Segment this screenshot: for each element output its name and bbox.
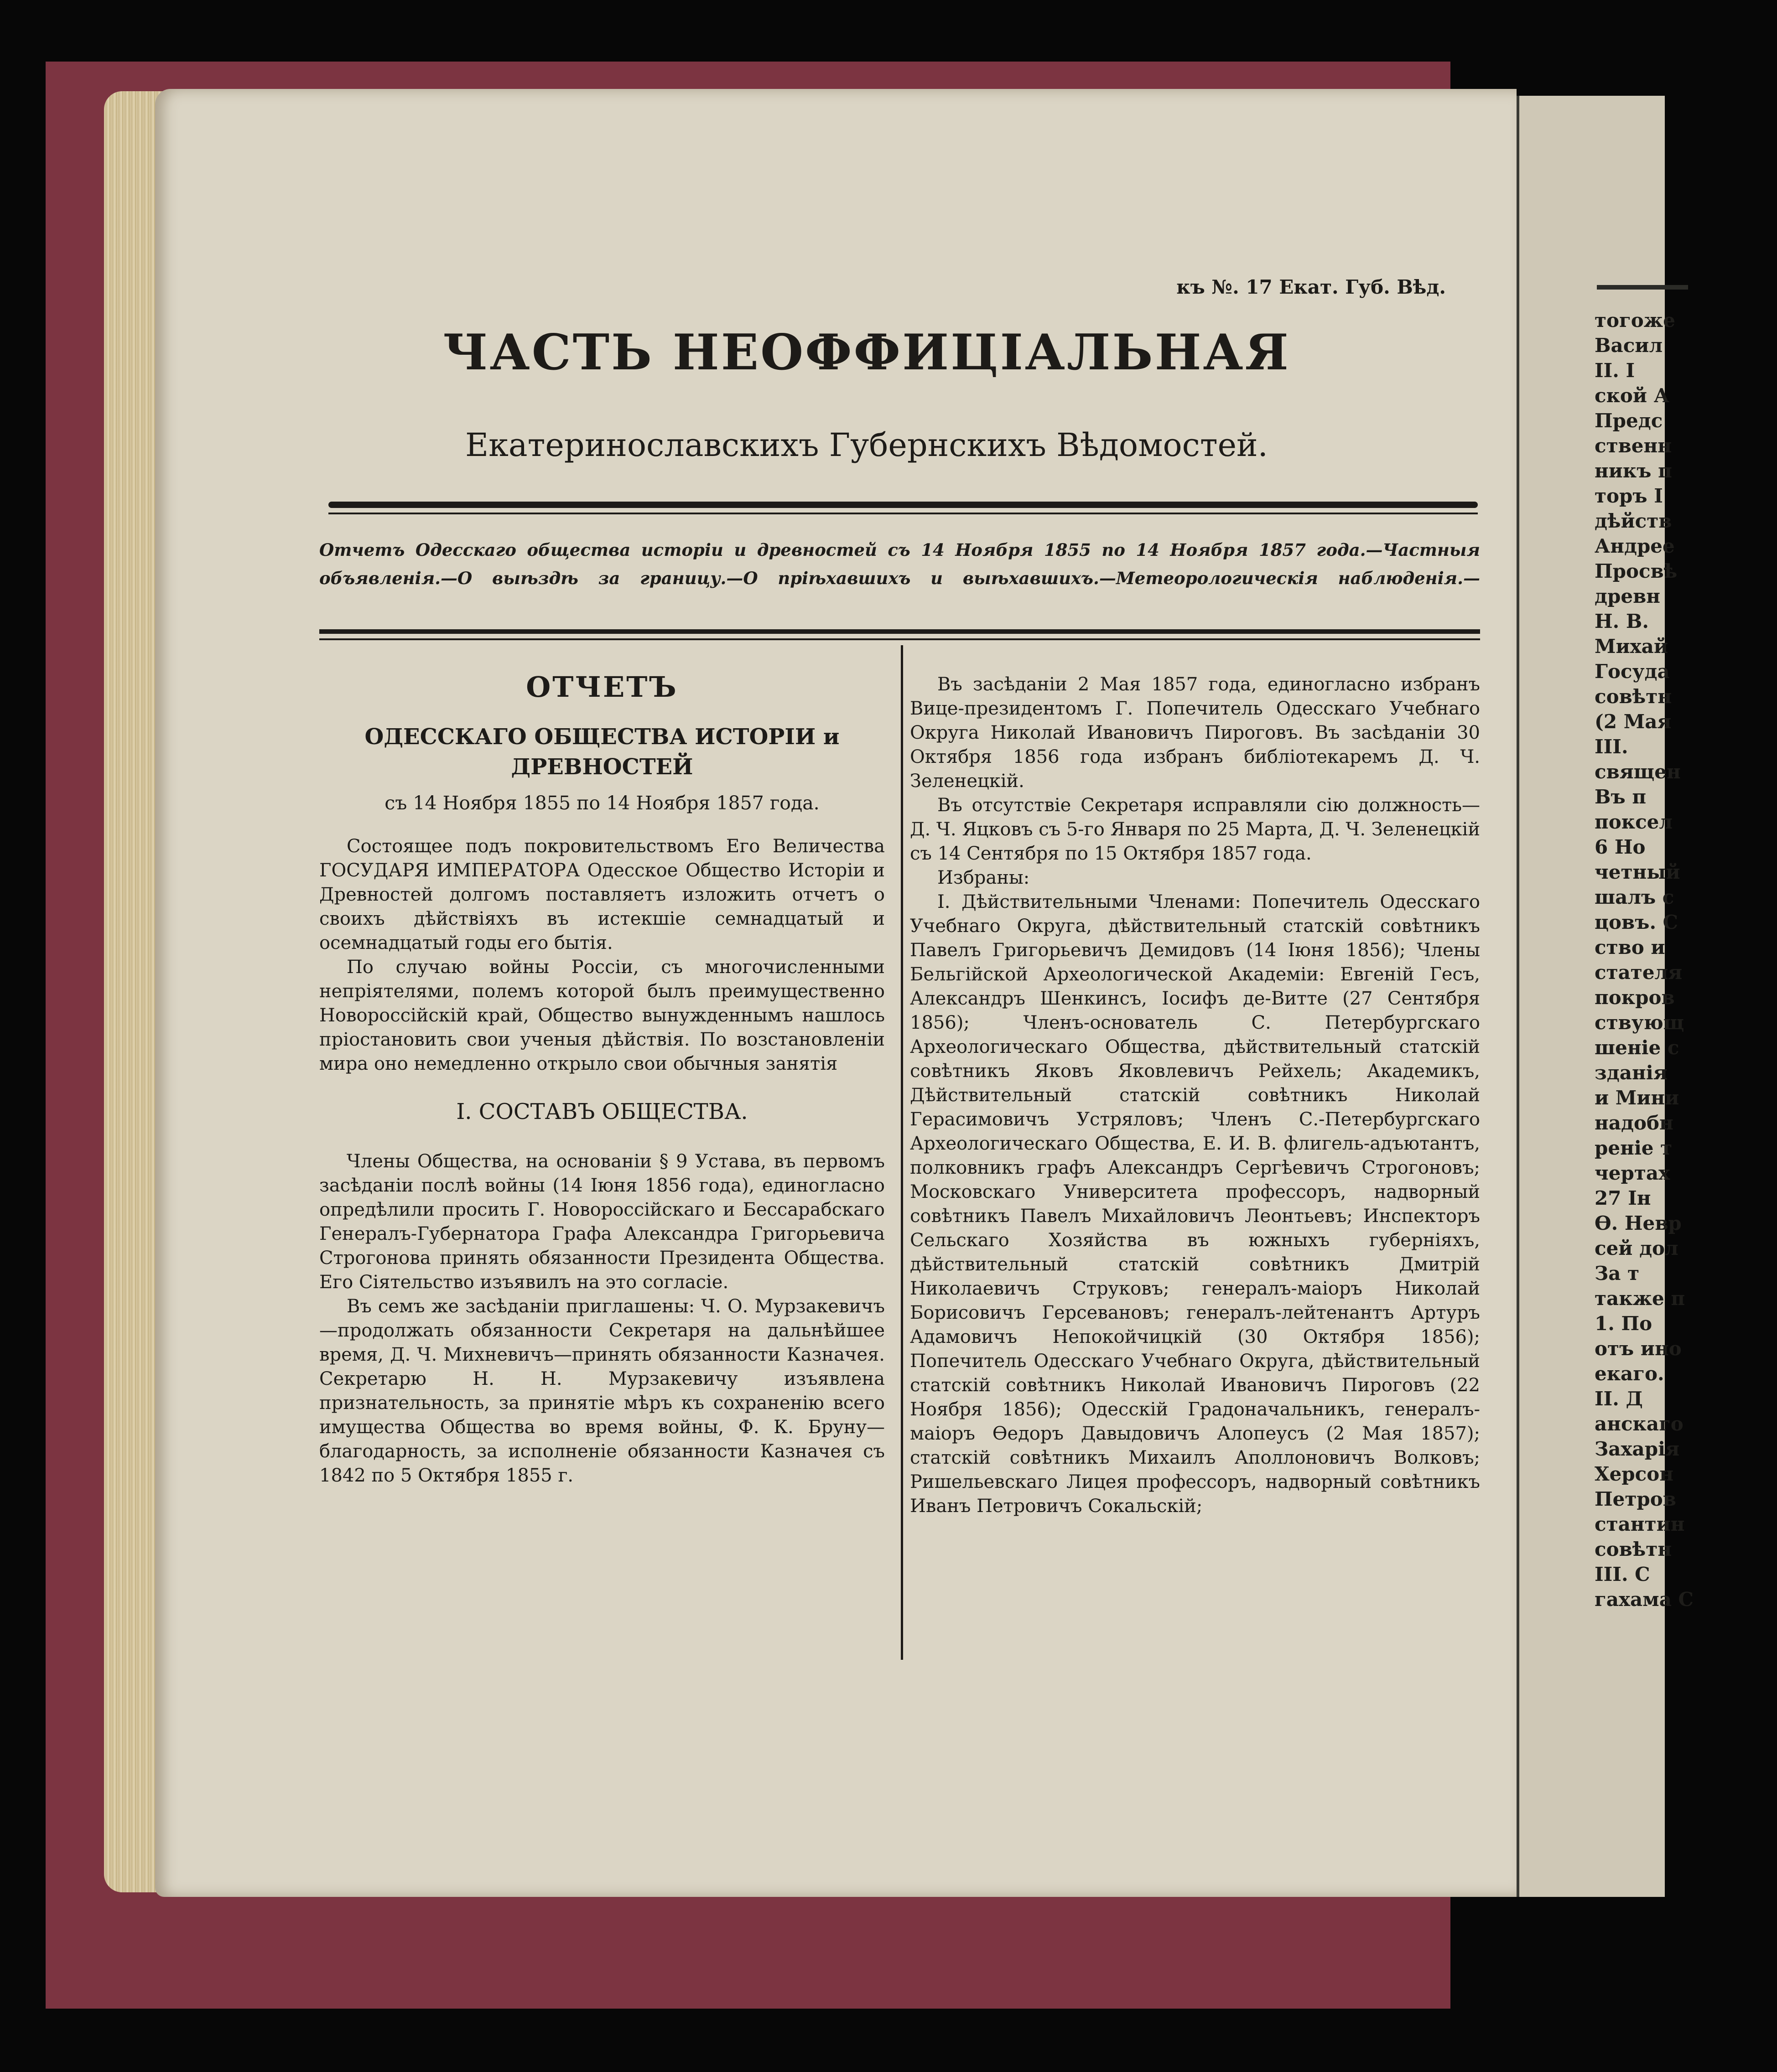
right-page-line: покров [1595,986,1675,1009]
right-page-line: Захарія [1595,1438,1680,1460]
report-dates: съ 14 Ноября 1855 по 14 Ноября 1857 года. [384,792,820,814]
right-page-line: и Мини [1595,1087,1679,1109]
right-page-line: также п [1595,1287,1685,1310]
right-page-line: торъ I [1595,485,1663,507]
section-heading: I. СОСТАВЪ ОБЩЕСТВА. [456,1099,748,1124]
right-page-rule [1597,285,1688,290]
right-page-line: чертах [1595,1162,1670,1184]
right-page-line: Михай [1595,635,1668,658]
right-page-line: Петров [1595,1488,1676,1510]
right-page-line: екаго. [1595,1362,1664,1385]
right-page-line: Васил [1595,334,1663,357]
right-page-line: III. С [1595,1563,1650,1585]
right-page-line: Ѳ. Невр [1595,1212,1682,1234]
right-page-line: ственн [1595,435,1672,457]
right-page-line: древн [1595,585,1661,607]
right-page-line: За т [1595,1262,1640,1285]
right-page-line: отъ ино [1595,1337,1682,1360]
page-edges [104,91,163,1892]
paragraph: I. Дѣйствительными Членами: Попечитель Одесскаго Учебнаго Округа, дѣйствительный статскій совѣтникъ Павелъ Григорьевичъ Демидовъ (14 Іюня 1856); Члены Бельгійской Археологической Академіи: Евгеній Гесъ, Александръ Шенкинсъ, Іосифъ де-Витте (27 Сентября 1856); Членъ-основатель С. Петербургскаго Археологическаго Общества, дѣйствительный статскій совѣтникъ Яковъ Яковлевичъ Рейхель; Академикъ, Дѣйствительный статскій совѣтникъ Николай Герасимовичъ Устряловъ; Членъ С.-Петербургскаго Археологическаго Общества, Е. И. В. флигель-адъютантъ, полковникъ графъ Александръ Сергѣевичъ Строгоновъ; Московскаго Университета профессоръ, надворный совѣтникъ Павелъ Михайловичъ Леонтьевъ; Инспекторъ Сельскаго Хозяйства въ южныхъ губерніяхъ, дѣйствительный статскій совѣтникъ Дмитрій Николаевичъ Струковъ; генералъ-маіоръ Николай Борисовичъ Герсевановъ; генералъ-лейтенантъ Артуръ Адамовичъ Непокойчицкій (30 Октября 1856); Попечитель Одесскаго Учебнаго Округа, дѣйствительный статскій совѣтникъ Николай Ивановичъ Пироговъ (22 Ноября 1856); Одесскій Градоначальникъ, генералъ-маіоръ Ѳедоръ Давыдовичъ Алопеусъ (2 Мая 1857); статскій совѣтникъ Михаилъ Аполлоновичъ Волковъ; Ришельевскаго Лицея профессоръ, надворный совѣтникъ Иванъ Петровичъ Сокальскій; [910,891,1480,1517]
paragraph: Въ семъ же засѣданіи приглашены: Ч. О. Мурзакевичъ—продолжать обязанности Секретаря на дальнѣйшее время, Д. Ч. Михневичъ—принять обязанности Казначея. Секретарю Н. Н. Мурзакевичу изъявлена признательность, за принятіе мѣръ къ сохраненію всего имущества Общества во время войны, Ф. К. Бруну—благодарность, за исполненіе обязанности Казначея съ 1842 по 5 Октября 1855 г. [319,1296,885,1486]
right-page-line: Госуда [1595,660,1670,683]
right-page-line: Просвѣ [1595,560,1678,582]
right-page-line: шалъ с [1595,886,1674,908]
right-page-fragment [1517,96,1694,1897]
paragraph: Члены Общества, на основаніи § 9 Устава, въ первомъ засѣданіи послѣ войны (14 Іюня 1856 года), единогласно опредѣлили просить Г. Новороссійскаго и Бессарабскаго Генералъ-Губернатора Графа Александра Григорьевича Строгонова принять обязанности Президента Общества. Его Сіятельство изъявилъ на это согласіе. [319,1151,885,1293]
right-page-line: цовъ. С [1595,911,1678,933]
paragraph: Въ засѣданіи 2 Мая 1857 года, единогласно избранъ Вице-президентомъ Г. Попечитель Одесскаго Учебнаго Округа Николай Ивановичъ Пироговъ. Въ засѣданіи 30 Октября 1856 года избранъ библіотекаремъ Д. Ч. Зеленецкій. [910,674,1480,792]
contents-line-1: Отчетъ Одесскаго общества исторіи и древностей съ 14 Ноября 1855 по 14 Ноября 1857 года.—Частныя [319,540,1480,560]
right-page-line: стантин [1595,1513,1685,1535]
right-page-line: 6 Но [1595,836,1646,858]
right-page-line: поксел [1595,811,1673,833]
header-rule-thin [328,513,1478,514]
right-page-line: III. [1595,736,1628,758]
right-page-line: зданія [1595,1062,1668,1084]
right-page-line: (2 Мая [1595,710,1672,733]
right-page-line: Предс [1595,409,1663,432]
right-page-line: сей дол [1595,1237,1678,1259]
right-page-line: стателя [1595,961,1683,984]
right-page-line: анскаго [1595,1413,1683,1435]
right-page-line: гахама С [1595,1588,1694,1611]
right-page-line: 27 Ін [1595,1187,1651,1209]
header-rule-thick [328,502,1478,508]
contents-line-2: объявленія.—О выѣздѣ за границу.—О пріѣхавшихъ и выѣхавшихъ.—Метеорологическія наблюденія.— [319,568,1480,588]
right-page-line: никъ п [1595,460,1672,482]
report-subtitle: ОДЕССКАГО ОБЩЕСТВА ИСТОРІИ и ДРЕВНОСТЕЙ [364,724,840,780]
contents-rule-thin [319,638,1480,640]
paragraph: Въ отсутствіе Секретаря исправляли сію должность—Д. Ч. Яцковъ съ 5-го Января по 25 Марта, Д. Ч. Зеленецкій съ 14 Сентября по 15 Октября 1857 года. [910,795,1480,864]
page-title: ЧАСТЬ НЕОФФИЦІАЛЬНАЯ [443,324,1290,381]
paragraph: Избраны: [937,867,1030,888]
right-page-line: Н. В. [1595,610,1649,632]
issue-reference: къ №. 17 Екат. Губ. Вѣд. [1176,276,1446,298]
paragraph: Состоящее подъ покровительствомъ Его Величества ГОСУДАРЯ ИМПЕРАТОРА Одесское Общество Исторіи и Древностей долгомъ поставляетъ изложить отчетъ о своихъ дѣйствіяхъ въ истекшіе семнадцатый и осемнадцатый годы его бытія. [319,836,885,953]
right-page-line: Херсон [1595,1463,1674,1485]
right-page-line: 1. По [1595,1312,1652,1335]
right-page-line: шеніе с [1595,1036,1679,1059]
right-page-line: совѣтн [1595,685,1672,708]
right-page-text [1595,308,1777,1612]
right-page-line: Въ п [1595,786,1647,808]
right-page-line: II. I [1595,359,1635,382]
right-page-line: тогоже [1595,309,1675,332]
right-page-line: совѣтн [1595,1538,1672,1560]
paragraph: По случаю войны Россіи, съ многочисленными непріятелями, полемъ которой былъ преимущественно Новороссійскій край, Общество вынужденнымъ нашлось пріостановить свои ученыя дѣйствія. По возстановленіи мира оно немедленно открыло свои обычныя занятія [319,957,885,1074]
right-page-line: ской А [1595,384,1669,407]
report-title: ОТЧЕТЪ [526,670,678,704]
right-page-line: ствующ [1595,1011,1684,1034]
right-page-line: дѣйств [1595,510,1672,532]
right-column [910,673,1480,1518]
left-column [319,663,885,1488]
right-page-line: ство и [1595,936,1665,958]
page-subtitle: Екатеринославскихъ Губернскихъ Вѣдомостей. [465,426,1268,464]
right-page-line: священ [1595,761,1681,783]
contents-rule-thick [319,629,1480,634]
table-of-contents [319,536,1480,592]
right-page-line: надобн [1595,1112,1673,1134]
right-page-line: Андрее [1595,535,1675,557]
column-divider [901,645,903,1660]
right-page-line: четный [1595,861,1680,883]
right-page-line: реніе т [1595,1137,1673,1159]
right-page-line: II. Д [1595,1388,1643,1410]
